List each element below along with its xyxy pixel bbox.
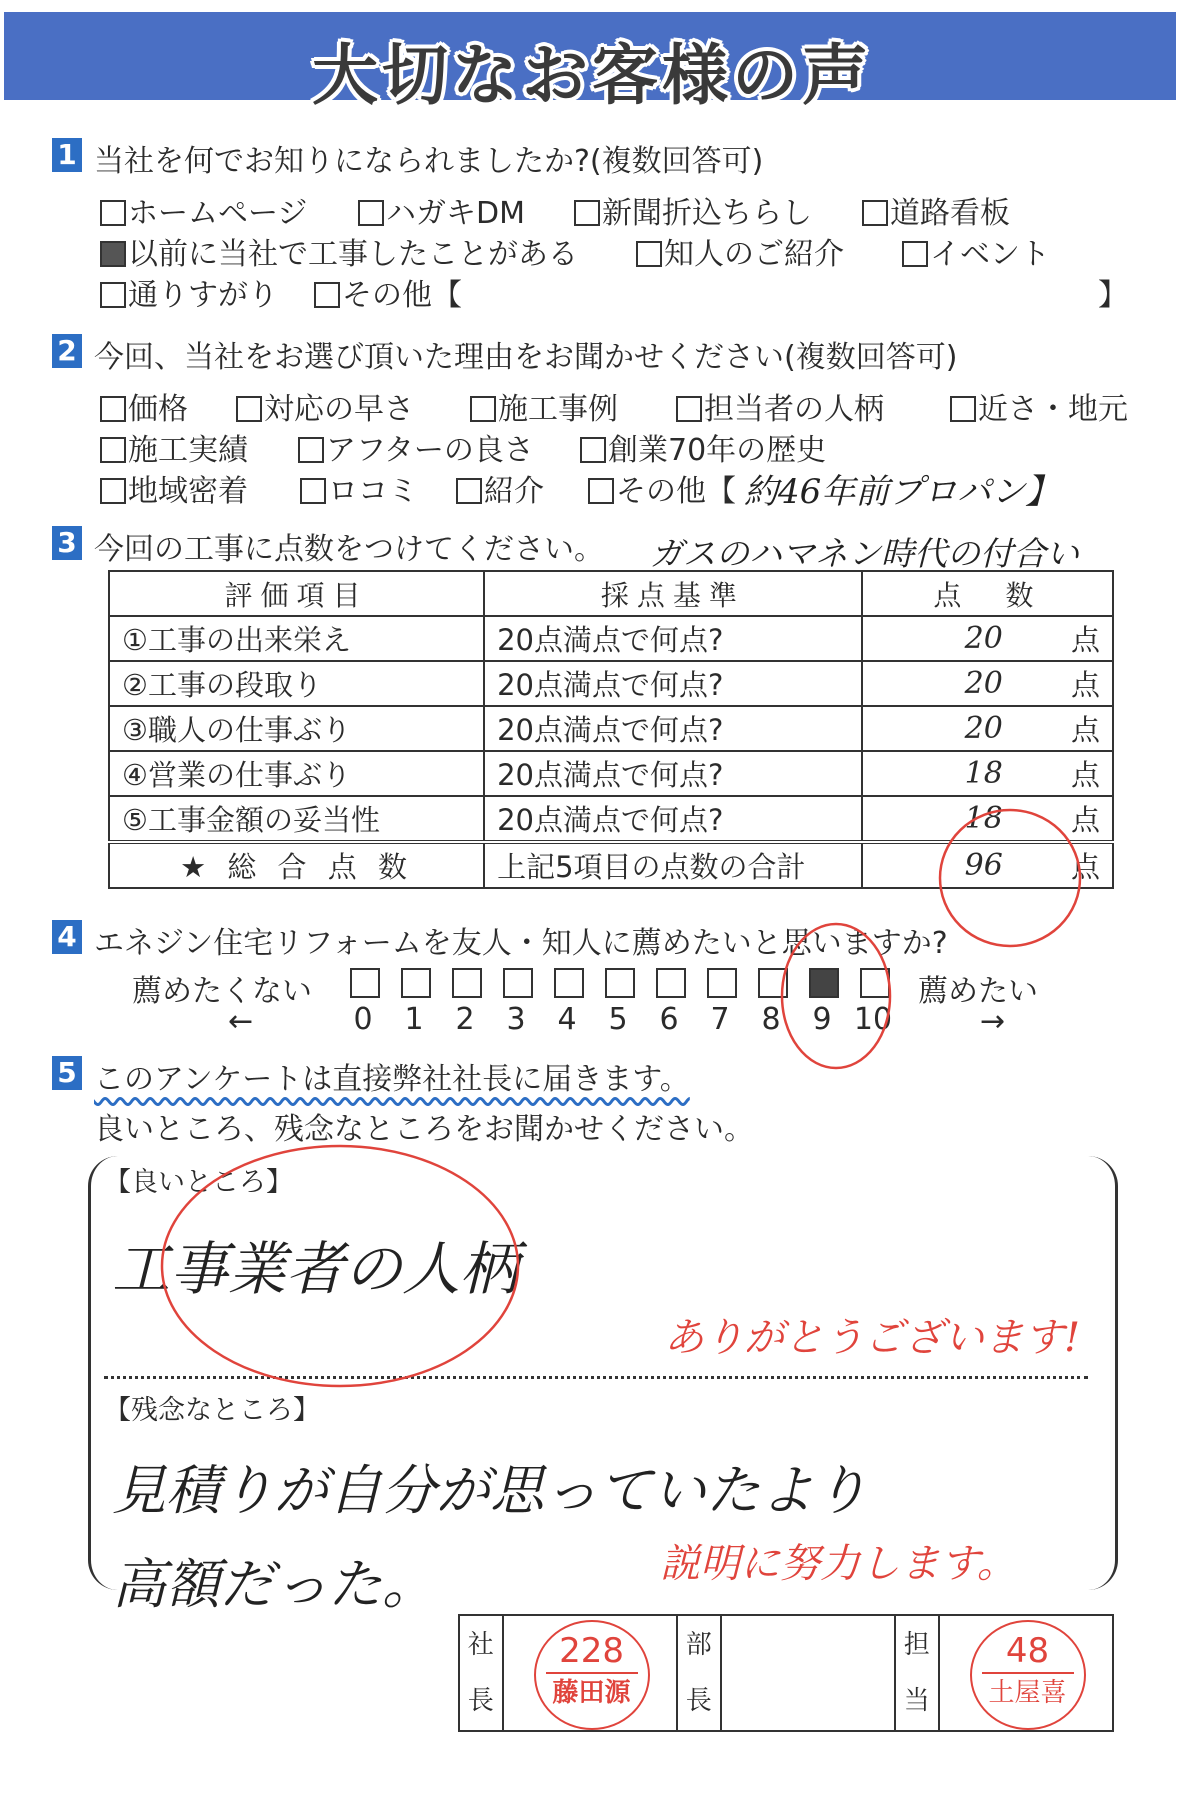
option-label: アフターの良さ [326,433,534,468]
option-label: イベント [930,237,1050,272]
row-criteria: 20点満点で何点? [484,661,862,706]
question-1-text: 当社を何でお知りになられましたか?(複数回答可) [94,144,764,179]
question-5-subtext: 良いところ、残念なところをお聞かせください。 [94,1112,754,1147]
total-criteria: 上記5項目の点数の合計 [484,842,862,888]
option-label: 道路看板 [890,196,1010,231]
score-value: 20 [964,621,1003,656]
label-char: 部 [685,1630,712,1660]
good-points-text[interactable]: 工事業者の人柄 [112,1235,519,1303]
rating-number: 8 [761,1002,781,1037]
bad-points-label: 【残念なところ】 [104,1395,320,1426]
question-number-1: 1 [52,138,82,172]
page-title: 大切なお客様の声 [312,37,872,114]
stamp-name: 藤田源 [552,1678,631,1708]
option-label: 近さ・地元 [978,392,1128,427]
good-points-reply: ありがとうございます! [664,1315,1081,1361]
row-item: ②工事の段取り [109,661,484,706]
total-score-value: 96 [964,848,1003,883]
left-arrow-icon: ← [228,1004,254,1039]
rating-number: 3 [506,1002,526,1037]
score-unit: 点 [1070,713,1100,747]
label-char: 長 [685,1686,712,1716]
score-value: 20 [964,666,1003,701]
question-number-5: 5 [52,1056,82,1090]
option-label: 新聞折込ちらし [602,196,812,231]
question-5-text: このアンケートは直接弊社社長に届きます。 [94,1062,690,1097]
bad-points-text-2[interactable]: 高額だった。 [112,1553,436,1616]
good-points-label: 【良いところ】 [104,1167,293,1198]
option-label: ホームページ [128,196,308,231]
score-value: 18 [964,756,1003,791]
rating-number: 10 [853,1002,893,1037]
row-criteria: 20点満点で何点? [484,616,862,661]
scale-right-label: 薦めたい [918,974,1038,1009]
good-points-circle [162,1146,518,1386]
row-item: ③職人の仕事ぶり [109,706,484,751]
rating-number: 5 [608,1002,628,1037]
option-label: ハガキDM [386,196,525,231]
rating-number: 9 [812,1002,832,1037]
option-label: 対応の早さ [264,392,414,427]
rating-circle [782,924,890,1068]
score-value: 18 [964,801,1003,836]
header-item: 評価項目 [109,571,484,616]
option-label: 地域密着 [128,474,248,509]
option-label: ロコミ [328,474,418,509]
label-char: 社 [467,1630,494,1660]
row-criteria: 20点満点で何点? [484,751,862,796]
question-3-text: 今回の工事に点数をつけてください。 [94,532,604,567]
option-label: 創業70年の歴史 [608,433,827,468]
row-criteria: 20点満点で何点? [484,796,862,842]
question-number-4: 4 [52,920,82,954]
president-stamp [534,1620,650,1730]
header-criteria: 採点基準 [484,571,862,616]
president-label [459,1615,503,1731]
option-label: 担当者の人柄 [704,392,884,427]
label-char: 長 [467,1686,494,1716]
staff-stamp-cell [939,1615,1113,1731]
option-label: 通りすがり [128,278,278,313]
option-label: 紹介 [484,474,544,509]
label-char: 当 [903,1686,930,1716]
rating-number: 0 [353,1002,373,1037]
rating-number: 7 [710,1002,730,1037]
bracket-close: 】 [1098,278,1128,313]
right-arrow-icon: → [980,1004,1006,1039]
manager-stamp-cell [721,1615,895,1731]
stamp-number: 228 [546,1630,638,1674]
question-number-3: 3 [52,526,82,560]
bad-points-reply: 説明に努力します。 [660,1541,1017,1587]
approval-stamp-table [458,1614,1114,1732]
question-4-text: エネジン住宅リフォームを友人・知人に薦めたいと思いますか? [94,926,948,961]
header-score: 点 数 [862,571,1113,616]
scale-left-label: 薦めたくない [132,974,312,1009]
score-unit: 点 [1070,758,1100,792]
rating-number: 2 [455,1002,475,1037]
option-label: 施工事例 [498,392,618,427]
row-item: ①工事の出来栄え [109,616,484,661]
score-unit: 点 [1070,850,1100,884]
stamp-name: 土屋喜 [988,1678,1067,1708]
bad-points-text-1[interactable]: 見積りが自分が思っていたより [112,1459,868,1522]
staff-stamp [970,1620,1086,1730]
row-item: ④営業の仕事ぶり [109,751,484,796]
label-char: 担 [903,1630,930,1660]
score-unit: 点 [1070,803,1100,837]
stamp-number: 48 [982,1630,1074,1674]
score-value: 20 [964,711,1003,746]
option-label: 知人のご紹介 [664,237,844,272]
president-stamp-cell [503,1615,677,1731]
total-score-circle [940,810,1080,946]
rating-number: 4 [557,1002,577,1037]
question-2-text: 今回、当社をお選び頂いた理由をお聞かせください(複数回答可) [94,340,958,375]
option-label: 価格 [128,392,188,427]
score-unit: 点 [1070,668,1100,702]
row-criteria: 20点満点で何点? [484,706,862,751]
manager-label [677,1615,721,1731]
option-label: その他【 [342,278,462,313]
score-unit: 点 [1070,623,1100,657]
question-number-2: 2 [52,334,82,368]
option-label: 以前に当社で工事したことがある [128,237,578,272]
other-reason-handwritten-1: 約46年前プロパン】 [744,472,1060,512]
other-reason-handwritten-2: ガスのハマネン時代の付合い [650,534,1079,573]
option-label: 施工実績 [128,433,248,468]
staff-label [895,1615,939,1731]
row-item: ⑤工事金額の妥当性 [109,796,484,842]
total-label: ★ 総 合 点 数 [109,842,484,888]
option-label: その他【 [616,474,736,509]
rating-number: 6 [659,1002,679,1037]
rating-number: 1 [404,1002,424,1037]
